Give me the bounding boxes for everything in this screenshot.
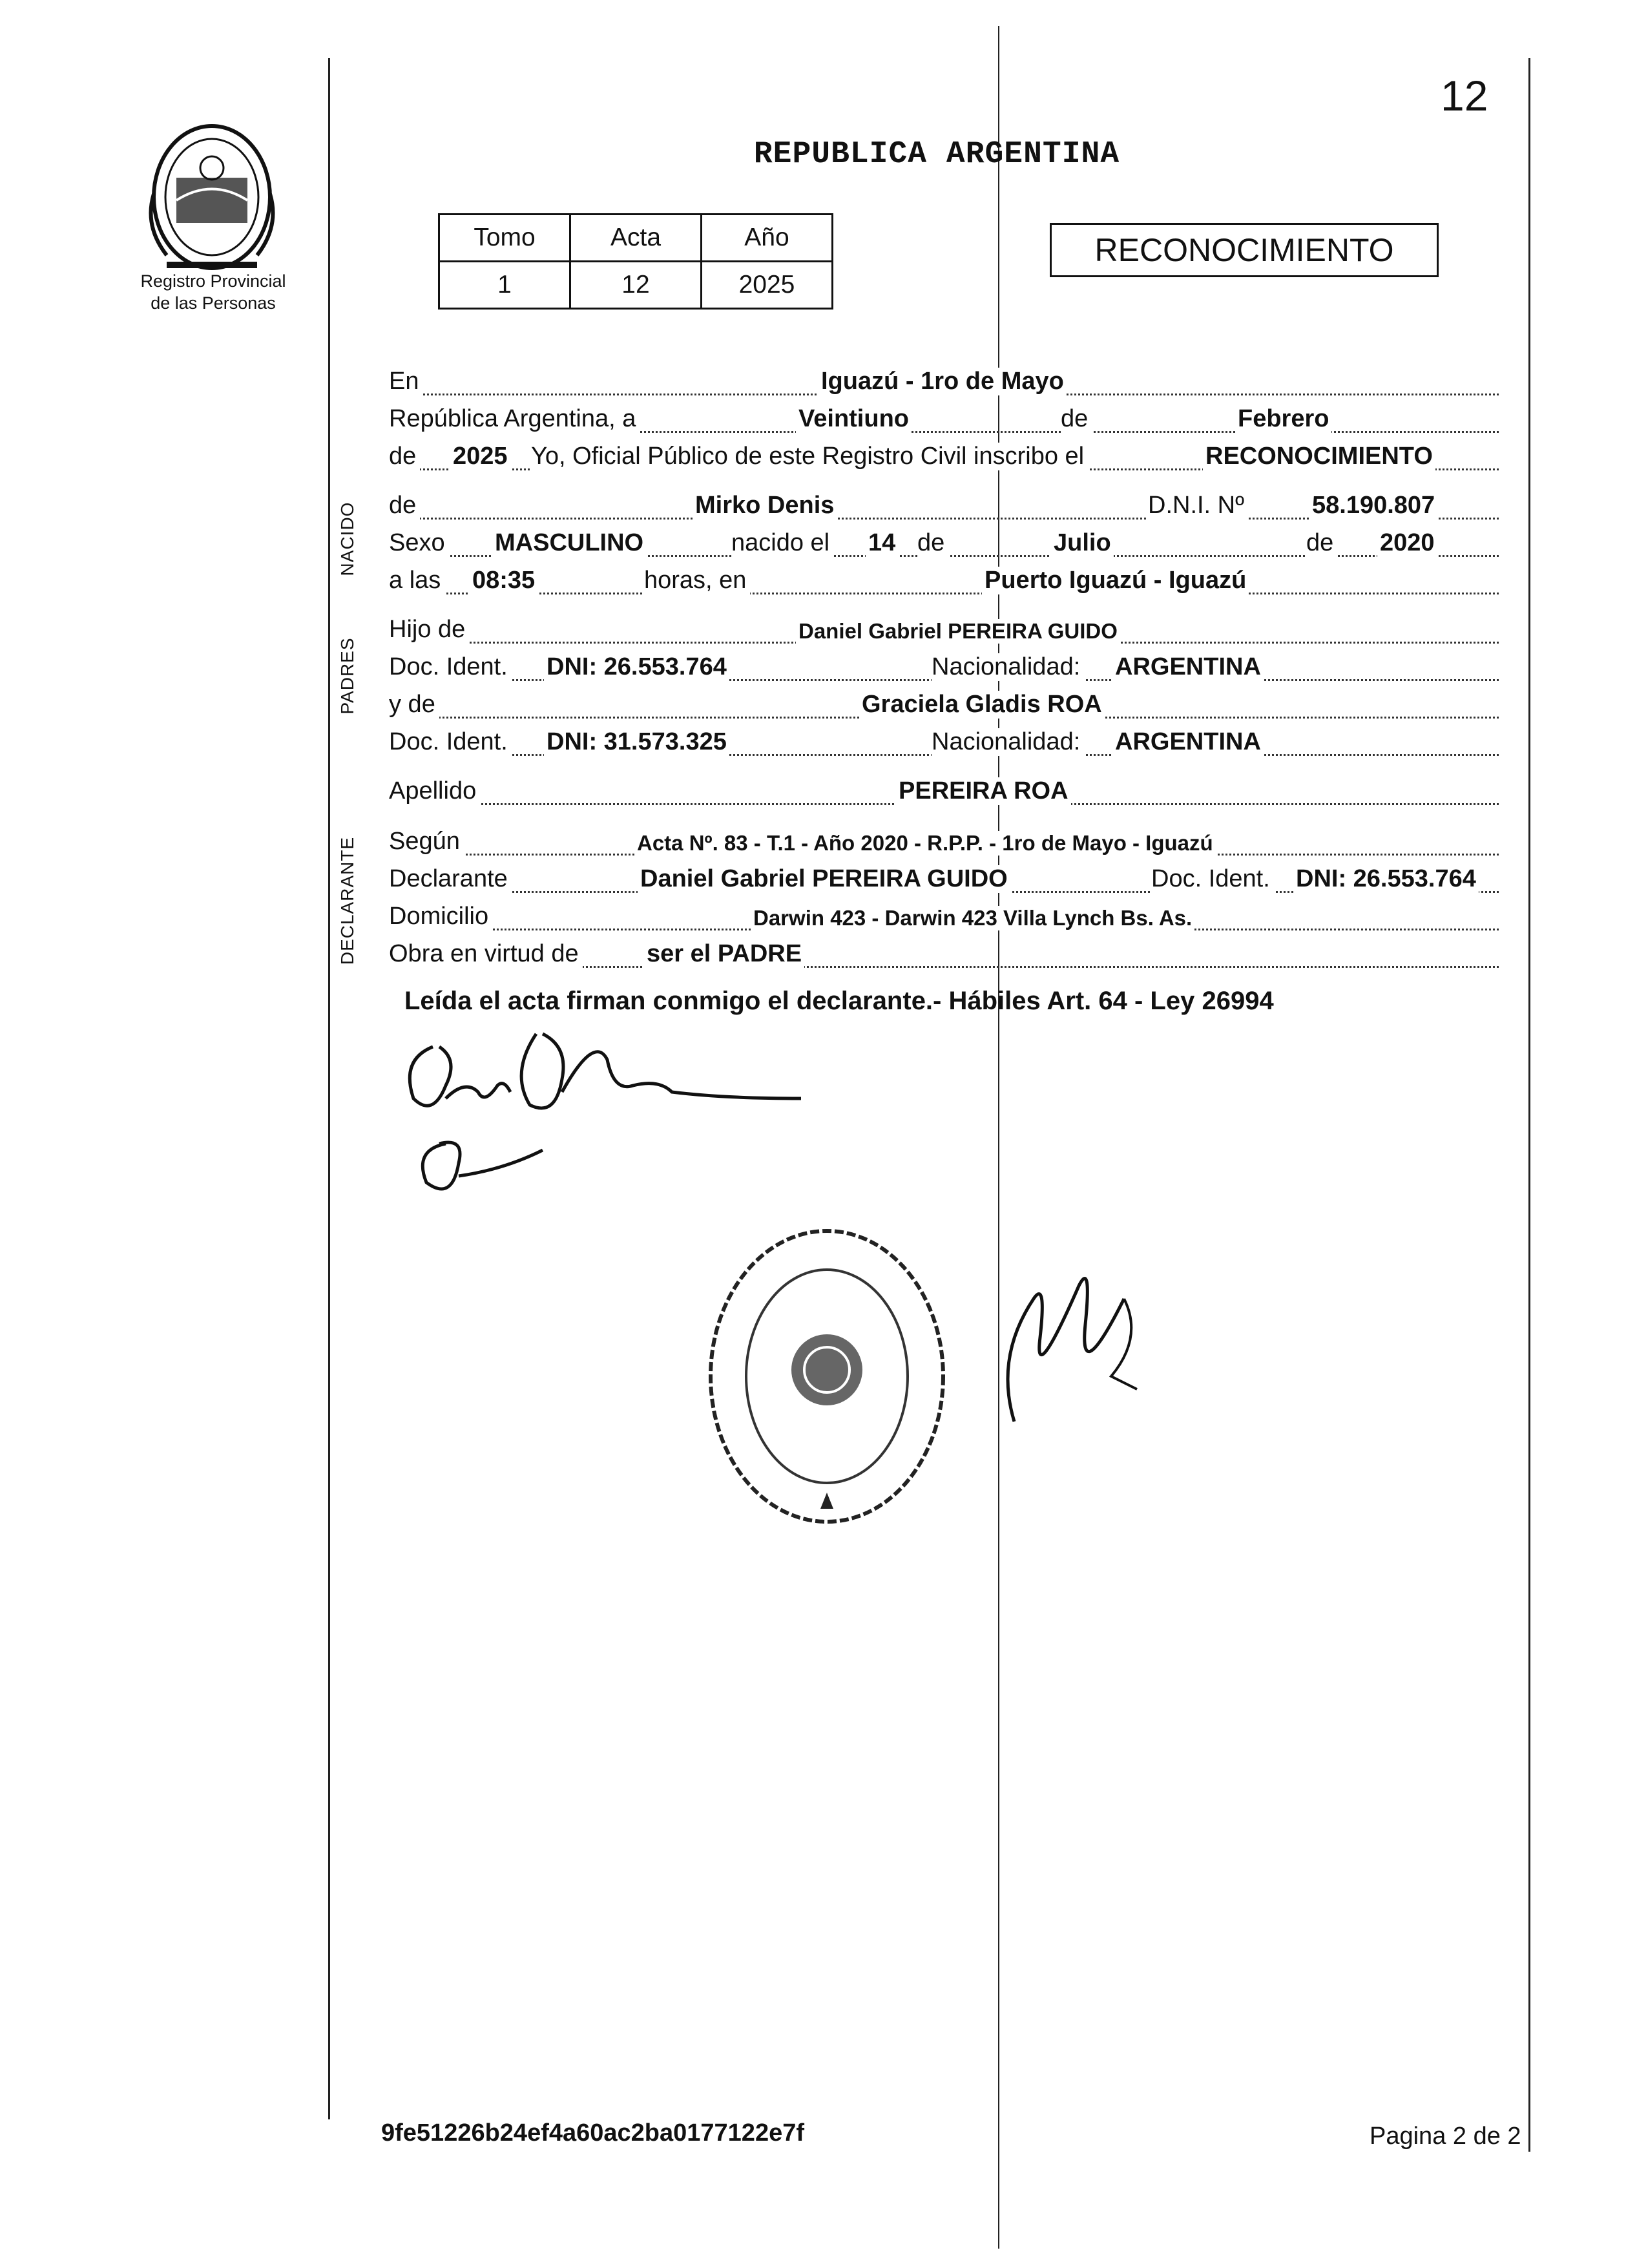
registry-line1: Registro Provincial <box>140 271 286 291</box>
section-label-born: NACIDO <box>337 501 357 576</box>
record-table <box>438 213 833 310</box>
birth-place-value: Puerto Iguazú - Iguazú <box>982 567 1249 594</box>
born-label: nacido el <box>731 529 833 557</box>
father-nationality-value: ARGENTINA <box>1112 653 1264 681</box>
row-declarant <box>389 859 1499 893</box>
section-label-parents: PADRES <box>337 637 357 715</box>
row-place <box>389 362 1499 395</box>
row-date <box>389 399 1499 433</box>
month-value: Febrero <box>1235 405 1331 433</box>
year-value: 2025 <box>450 443 510 470</box>
row-mother <box>389 685 1499 719</box>
mother-doc-label: Doc. Ident. <box>389 728 512 756</box>
province-crest-logo <box>141 116 283 278</box>
right-margin-line <box>1528 58 1530 2152</box>
left-margin-line <box>328 58 330 2119</box>
place-value: Iguazú - 1ro de Mayo <box>818 368 1067 395</box>
time-prefix: a las <box>389 567 444 594</box>
tomo-value: 1 <box>439 262 570 309</box>
dni-value: 58.190.807 <box>1309 492 1437 520</box>
registry-statement: Yo, Oficial Público de este Registro Civil inscribo el <box>531 443 1088 470</box>
pagination: Pagina 2 de 2 <box>1370 2123 1521 2150</box>
declarant-doc-value: DNI: 26.553.764 <box>1293 865 1479 893</box>
according-label: Según <box>389 828 464 856</box>
and-of-label: y de <box>389 691 439 719</box>
document-hash: 9fe51226b24ef4a60ac2ba0177122e7f <box>381 2119 804 2147</box>
by-virtue-label: Obra en virtud de <box>389 940 583 968</box>
tomo-header: Tomo <box>439 215 570 262</box>
birth-day-value: 14 <box>866 529 898 557</box>
mother-nationality-label: Nacionalidad: <box>932 728 1084 756</box>
surname-label: Apellido <box>389 777 480 805</box>
page-number: 12 <box>1441 72 1488 120</box>
row-father-doc <box>389 647 1499 681</box>
address-value: Darwin 423 - Darwin 423 Villa Lynch Bs. As. <box>751 906 1194 930</box>
republic-label: República Argentina, a <box>389 405 640 433</box>
father-name-value: Daniel Gabriel PEREIRA GUIDO <box>796 619 1120 644</box>
address-label: Domicilio <box>389 903 492 930</box>
mother-doc-value: DNI: 31.573.325 <box>544 728 729 756</box>
en-label: En <box>389 368 422 395</box>
row-surname <box>389 772 1499 805</box>
acta-header: Acta <box>570 215 702 262</box>
birth-month-value: Julio <box>1051 529 1114 557</box>
ano-value: 2025 <box>702 262 833 309</box>
section-label-declarant: DECLARANTE <box>337 836 357 965</box>
father-doc-label: Doc. Ident. <box>389 653 512 681</box>
row-name <box>389 486 1499 520</box>
row-sex <box>389 523 1499 557</box>
row-time <box>389 561 1499 594</box>
de-label-3: de <box>917 529 948 557</box>
declarant-signature <box>388 1021 827 1215</box>
de-label: de <box>1061 405 1092 433</box>
row-father <box>389 610 1499 644</box>
registry-line2: de las Personas <box>151 293 276 313</box>
surname-value: PEREIRA ROA <box>896 777 1071 805</box>
de-label-4: de <box>1306 529 1337 557</box>
country-heading: REPUBLICA ARGENTINA <box>753 137 1120 172</box>
birth-year-value: 2020 <box>1377 529 1437 557</box>
sex-label: Sexo <box>389 529 449 557</box>
child-name-value: Mirko Denis <box>693 492 837 520</box>
row-mother-doc <box>389 722 1499 756</box>
dni-label: D.N.I. Nº <box>1148 492 1248 520</box>
row-registry <box>389 437 1499 470</box>
declarant-name-value: Daniel Gabriel PEREIRA GUIDO <box>638 865 1010 893</box>
sex-value: MASCULINO <box>492 529 646 557</box>
acta-value: 12 <box>570 262 702 309</box>
according-value: Acta Nº. 83 - T.1 - Año 2020 - R.P.P. - 1ro de Mayo - Iguazú <box>634 831 1216 856</box>
son-of-label: Hijo de <box>389 616 469 644</box>
row-address <box>389 897 1499 930</box>
declarant-label: Declarante <box>389 865 512 893</box>
day-value: Veintiuno <box>796 405 912 433</box>
by-virtue-value: ser el PADRE <box>644 940 804 968</box>
row-according <box>389 822 1499 856</box>
de-label-2: de <box>389 443 420 470</box>
act-value: RECONOCIMIENTO <box>1203 443 1435 470</box>
time-suffix: horas, en <box>644 567 750 594</box>
registrar-signature <box>995 1260 1305 1454</box>
ano-header: Año <box>702 215 833 262</box>
father-nationality-label: Nacionalidad: <box>932 653 1084 681</box>
mother-nationality-value: ARGENTINA <box>1112 728 1264 756</box>
declarant-doc-label: Doc. Ident. <box>1151 865 1274 893</box>
name-label: de <box>389 492 420 520</box>
document-type-box: RECONOCIMIENTO <box>1050 223 1439 277</box>
official-seal-stamp <box>698 1221 956 1531</box>
time-value: 08:35 <box>470 567 537 594</box>
mother-name-value: Graciela Gladis ROA <box>859 691 1105 719</box>
closing-statement: Leída el acta firman conmigo el declarante.- Hábiles Art. 64 - Ley 26994 <box>404 987 1274 1015</box>
row-by-virtue <box>389 934 1499 968</box>
fold-line <box>998 26 999 2249</box>
father-doc-value: DNI: 26.553.764 <box>544 653 729 681</box>
registry-name <box>116 270 310 314</box>
